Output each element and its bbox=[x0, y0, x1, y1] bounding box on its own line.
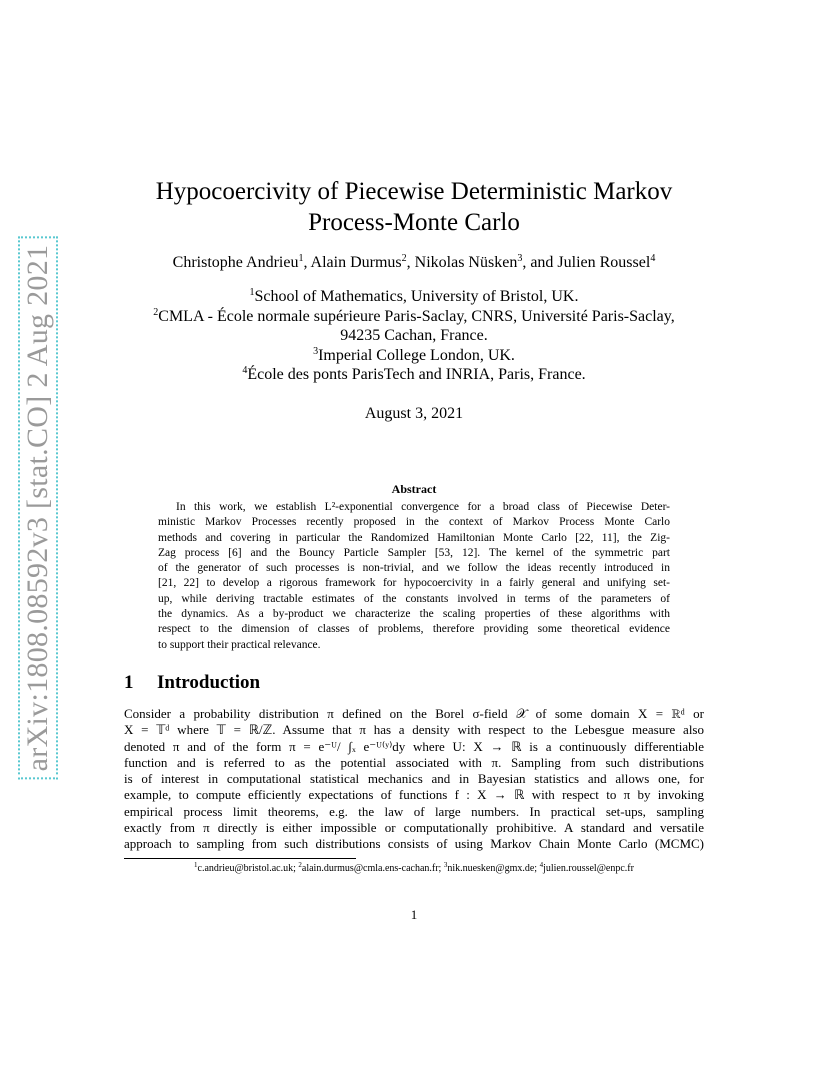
footnote-rule bbox=[124, 858, 356, 859]
footnote-emails bbox=[0, 863, 828, 874]
abstract-line: methods and covering in particular the Randomized Hamiltonian Monte Carlo [22, 11], the Zig- bbox=[158, 531, 670, 544]
author-mark: 2 bbox=[401, 253, 407, 264]
affiliation-mark: 2 bbox=[153, 306, 159, 318]
page-number: 1 bbox=[410, 907, 418, 922]
affiliation-text: CMLA - École normale supérieure Paris-Saclay, CNRS, Université Paris-Saclay, bbox=[158, 307, 675, 325]
arxiv-stamp: arXiv:1808.08592v3 [stat.CO] 2 Aug 2021 bbox=[18, 237, 58, 780]
paper-date: August 3, 2021 bbox=[364, 405, 464, 422]
email-text: c.andrieu@bristol.ac.uk; bbox=[197, 863, 299, 874]
footnote-mark: 3 bbox=[443, 861, 448, 869]
body-line: X = 𝕋ᵈ where 𝕋 = ℝ/ℤ. Assume that π has a density with respect to the Lebesgue measure also bbox=[124, 722, 704, 738]
affiliations bbox=[0, 287, 828, 385]
author-name: , Nikolas Nüsken bbox=[406, 254, 518, 271]
abstract-line: the dynamics. As a by-product we characterize the scaling properties of these algorithms with bbox=[158, 608, 670, 621]
affiliation-mark: 4 bbox=[242, 365, 248, 376]
author-mark: 1 bbox=[298, 253, 304, 264]
paper-title bbox=[0, 176, 828, 238]
author-name: Christophe Andrieu bbox=[172, 254, 299, 271]
footnote-mark: 4 bbox=[539, 861, 544, 869]
affiliation-2 bbox=[0, 307, 828, 327]
abstract-heading: Abstract bbox=[391, 482, 437, 496]
section-heading bbox=[124, 672, 260, 694]
author-mark: 4 bbox=[650, 253, 656, 264]
abstract-body bbox=[158, 500, 670, 653]
author-name: , and Julien Roussel bbox=[522, 254, 651, 271]
author-list bbox=[0, 254, 828, 272]
affiliation-1 bbox=[0, 287, 828, 307]
affiliation-text: École des ponts ParisTech and INRIA, Paris, France. bbox=[247, 366, 586, 383]
abstract-line: respect to the dimension of classes of problems, therefore providing some theoretical evidence bbox=[158, 623, 670, 636]
author-mark: 3 bbox=[517, 253, 523, 264]
abstract-line: Zag process [6] and the Bouncy Particle Sampler [53, 12]. The kernel of the symmetric part bbox=[158, 546, 670, 559]
abstract-line: [21, 22] to develop a rigorous framework for hypocoercivity in a fairly general and unifying set- bbox=[158, 577, 670, 590]
body-line: denoted π and of the form π = e⁻ᵁ/ ∫ₓ e⁻ᵁ⁽ʸ⁾dy where U: X → ℝ is a continuously differentiable bbox=[124, 738, 704, 754]
section-number: 1 bbox=[124, 672, 134, 693]
body-line: is of interest in computational statistical mechanics and in Bayesian statistics and allows one, for bbox=[124, 771, 704, 787]
affiliation-text: School of Mathematics, University of Bristol, UK. bbox=[254, 288, 579, 305]
footnote-mark: 1 bbox=[194, 861, 198, 869]
email-text: julien.roussel@enpc.fr bbox=[543, 863, 634, 874]
affiliation-4 bbox=[0, 365, 828, 385]
email-text: alain.durmus@cmla.ens-cachan.fr; bbox=[301, 863, 444, 874]
title-line-2: Process-Monte Carlo bbox=[308, 209, 520, 236]
email-text: nik.nuesken@gmx.de; bbox=[447, 863, 540, 874]
affiliation-mark: 3 bbox=[313, 345, 319, 357]
abstract-line: In this work, we establish L²-exponential convergence for a broad class of Piecewise Deter- bbox=[176, 501, 670, 513]
affiliation-text: Imperial College London, UK. bbox=[318, 346, 515, 364]
body-line: empirical process limit theorems, e.g. the law of large numbers. In practical set-ups, sampling bbox=[124, 803, 704, 819]
section-title: Introduction bbox=[157, 672, 261, 693]
affiliation-2-cont: 94235 Cachan, France. bbox=[340, 327, 488, 344]
body-line: example, to compute efficiently expectations of functions f : X → ℝ with respect to π by invoking bbox=[124, 787, 704, 803]
abstract-line: ministic Markov Processes recently proposed in the context of Markov Process Monte Carlo bbox=[158, 516, 670, 529]
title-line-1: Hypocoercivity of Piecewise Deterministic Markov bbox=[155, 178, 673, 205]
intro-paragraph bbox=[124, 706, 704, 853]
body-line: exactly from π directly is either impossible or computationally prohibitive. A standard and versatile bbox=[124, 820, 704, 836]
body-line: Consider a probability distribution π defined on the Borel σ-field 𝒳 of some domain X = ℝᵈ or bbox=[124, 706, 704, 721]
body-line: function and is referred to as the potential associated with π. Sampling from such distributions bbox=[124, 754, 704, 770]
abstract-line: to support their practical relevance. bbox=[158, 638, 321, 651]
affiliation-mark: 1 bbox=[249, 287, 255, 298]
affiliation-3 bbox=[0, 346, 828, 366]
footnote-mark: 2 bbox=[298, 861, 302, 869]
body-line: approach to sampling from such distributions consists of using Markov Chain Monte Carlo (MCMC) bbox=[124, 836, 704, 852]
author-name: , Alain Durmus bbox=[303, 254, 402, 271]
abstract-line: up, while deriving tractable estimates of the constants involved in terms of the parameters of bbox=[158, 592, 670, 605]
abstract-line: of the generator of such processes is non-trivial, and we follow the ideas recently introduced in bbox=[158, 562, 670, 575]
